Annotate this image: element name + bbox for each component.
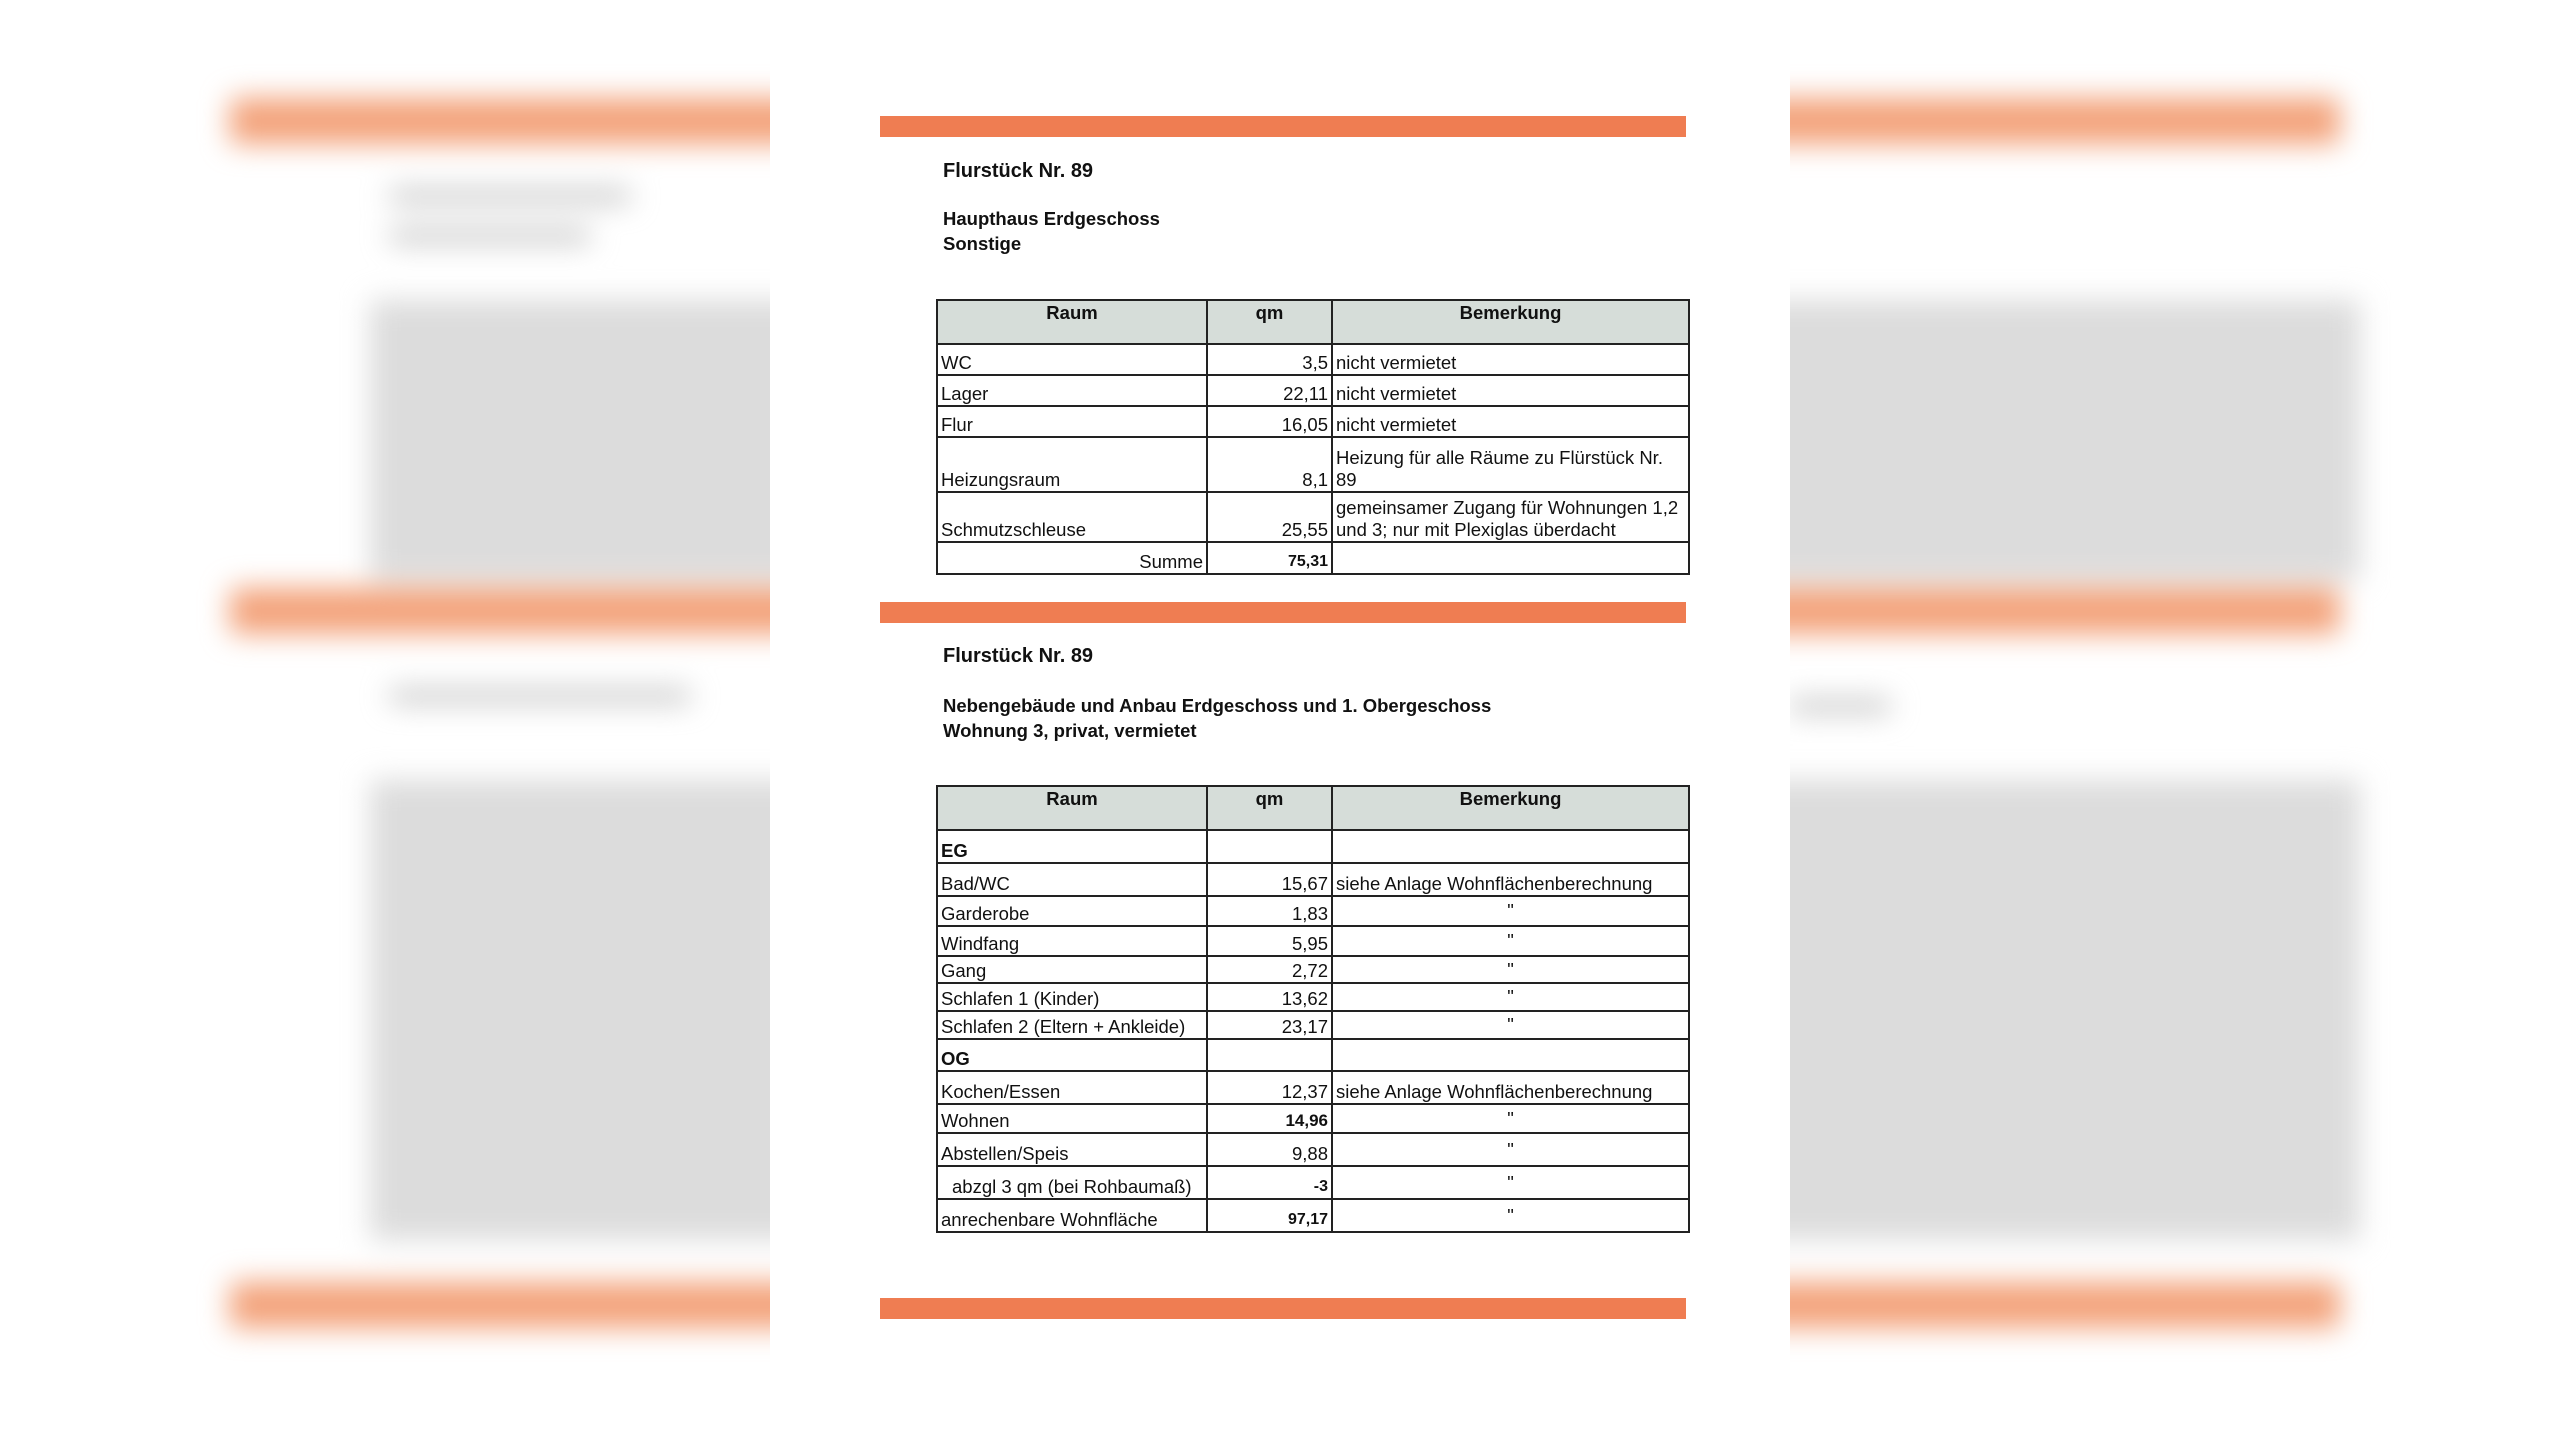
cell-empty — [1207, 830, 1332, 863]
column-header-raum: Raum — [937, 300, 1207, 344]
table-row — [937, 1199, 1689, 1232]
group-row-eg — [937, 830, 1689, 863]
cell-bemerkung: " — [1332, 896, 1689, 926]
table-row — [937, 1104, 1689, 1133]
cell-bemerkung: " — [1332, 1166, 1689, 1199]
cell-qm: 97,17 — [1207, 1199, 1332, 1232]
table-row — [937, 896, 1689, 926]
bg-text-line — [390, 690, 690, 702]
cell-qm: 14,96 — [1207, 1104, 1332, 1133]
table-row — [937, 1133, 1689, 1166]
bg-text-line — [390, 190, 630, 202]
group-row-og — [937, 1039, 1689, 1071]
cell-qm: 25,55 — [1207, 492, 1332, 542]
cell-bemerkung: siehe Anlage Wohnflächenberechnung — [1332, 863, 1689, 896]
cell-qm: 13,62 — [1207, 983, 1332, 1011]
cell-qm: 16,05 — [1207, 406, 1332, 437]
sum-label: Summe — [937, 542, 1207, 574]
cell-raum: Garderobe — [937, 896, 1207, 926]
column-header-qm: qm — [1207, 300, 1332, 344]
cell-bemerkung: nicht vermietet — [1332, 375, 1689, 406]
column-header-raum: Raum — [937, 786, 1207, 830]
section1-subtitle-2: Sonstige — [943, 233, 1022, 254]
sum-row — [937, 542, 1689, 574]
orange-divider — [880, 602, 1686, 623]
bg-text-line — [1790, 700, 1890, 712]
column-header-bemerkung: Bemerkung — [1332, 786, 1689, 830]
table-row — [937, 1166, 1689, 1199]
cell-bemerkung: " — [1332, 926, 1689, 956]
table-row — [937, 406, 1689, 437]
cell-bemerkung: " — [1332, 1104, 1689, 1133]
cell-empty — [1207, 1039, 1332, 1071]
cell-qm: 9,88 — [1207, 1133, 1332, 1166]
cell-raum: Schlafen 1 (Kinder) — [937, 983, 1207, 1011]
table-row — [937, 863, 1689, 896]
section1-heading: Flurstück Nr. 89 — [943, 160, 1094, 182]
cell-qm: 8,1 — [1207, 437, 1332, 492]
column-header-qm: qm — [1207, 786, 1332, 830]
section2-subtitle-1: Nebengebäude und Anbau Erdgeschoss und 1. Obergeschoss — [943, 695, 1492, 716]
cell-raum: Gang — [937, 956, 1207, 983]
table-header-row — [937, 786, 1689, 830]
cell-bemerkung: nicht vermietet — [1332, 344, 1689, 375]
section2-heading: Flurstück Nr. 89 — [943, 645, 1094, 667]
cell-raum: Flur — [937, 406, 1207, 437]
cell-qm: 5,95 — [1207, 926, 1332, 956]
cell-qm: 2,72 — [1207, 956, 1332, 983]
group-label-eg: EG — [937, 830, 1207, 863]
cell-qm: 23,17 — [1207, 1011, 1332, 1039]
cell-raum: WC — [937, 344, 1207, 375]
cell-raum: Wohnen — [937, 1104, 1207, 1133]
cell-raum: Schmutzschleuse — [937, 492, 1207, 542]
cell-raum: abzgl 3 qm (bei Rohbaumaß) — [937, 1166, 1207, 1199]
cell-qm: -3 — [1207, 1166, 1332, 1199]
cell-bemerkung: " — [1332, 1133, 1689, 1166]
cell-raum: Schlafen 2 (Eltern + Ankleide) — [937, 1011, 1207, 1039]
cell-qm: 22,11 — [1207, 375, 1332, 406]
table-header-row — [937, 300, 1689, 344]
cell-empty — [1332, 830, 1689, 863]
table-row — [937, 344, 1689, 375]
orange-divider — [880, 1298, 1686, 1319]
section2-subtitle-2: Wohnung 3, privat, vermietet — [943, 720, 1197, 741]
cell-bemerkung: " — [1332, 956, 1689, 983]
cell-raum: Bad/WC — [937, 863, 1207, 896]
cell-bemerkung: " — [1332, 1199, 1689, 1232]
section1-subtitle-1: Haupthaus Erdgeschoss — [943, 208, 1160, 229]
table-row — [937, 1071, 1689, 1104]
table-row — [937, 956, 1689, 983]
cell-raum: Kochen/Essen — [937, 1071, 1207, 1104]
table-row — [937, 437, 1689, 492]
cell-raum: Abstellen/Speis — [937, 1133, 1207, 1166]
bg-text-line — [390, 230, 590, 242]
column-header-bemerkung: Bemerkung — [1332, 300, 1689, 344]
cell-bemerkung: " — [1332, 983, 1689, 1011]
table-row — [937, 983, 1689, 1011]
table-row — [937, 1011, 1689, 1039]
cell-bemerkung: gemeinsamer Zugang für Wohnungen 1,2 und 3; nur mit Plexiglas überdacht — [1332, 492, 1689, 542]
document-page — [770, 0, 1790, 1440]
table-row — [937, 375, 1689, 406]
section1-table — [936, 299, 1690, 575]
cell-raum: Lager — [937, 375, 1207, 406]
sum-value: 75,31 — [1207, 542, 1332, 574]
table-row — [937, 492, 1689, 542]
cell-qm: 15,67 — [1207, 863, 1332, 896]
cell-bemerkung: Heizung für alle Räume zu Flürstück Nr. 89 — [1332, 437, 1689, 492]
cell-qm: 3,5 — [1207, 344, 1332, 375]
cell-bemerkung: nicht vermietet — [1332, 406, 1689, 437]
cell-qm: 1,83 — [1207, 896, 1332, 926]
table-row — [937, 926, 1689, 956]
cell-raum: Windfang — [937, 926, 1207, 956]
cell-raum: anrechenbare Wohnfläche — [937, 1199, 1207, 1232]
section2-table — [936, 785, 1690, 1233]
cell-empty — [1332, 1039, 1689, 1071]
group-label-og: OG — [937, 1039, 1207, 1071]
cell-qm: 12,37 — [1207, 1071, 1332, 1104]
cell-raum: Heizungsraum — [937, 437, 1207, 492]
orange-divider — [880, 116, 1686, 137]
cell-bemerkung: siehe Anlage Wohnflächenberechnung — [1332, 1071, 1689, 1104]
cell-empty — [1332, 542, 1689, 574]
cell-bemerkung: " — [1332, 1011, 1689, 1039]
